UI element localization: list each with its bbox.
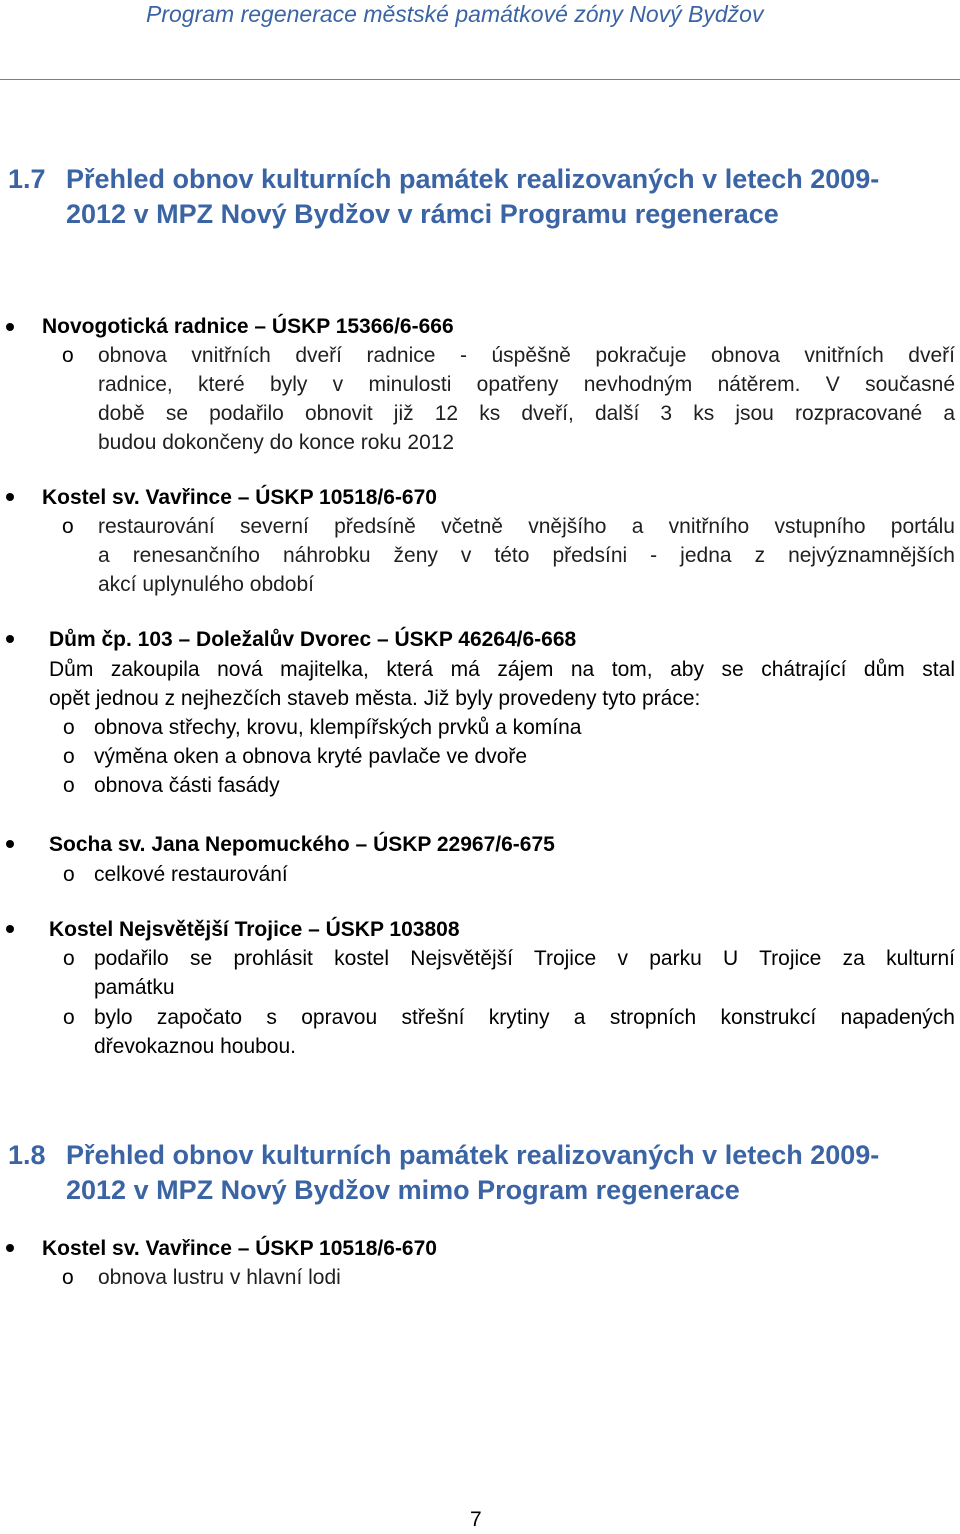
page-header <box>0 0 960 80</box>
sub-bullet-icon: o <box>63 745 75 768</box>
item6-title: Kostel sv. Vavřince – ÚSKP 10518/6-670 <box>42 1237 437 1260</box>
item5-title: Kostel Nejsvětější Trojice – ÚSKP 103808 <box>49 918 460 941</box>
bullet-icon <box>6 1244 14 1252</box>
item3-sub-2: výměna oken a obnova kryté pavlače ve dvoře <box>94 745 528 768</box>
item3-sub-1: obnova střechy, krovu, klempířských prvků a komína <box>94 716 582 739</box>
item3-sub-3: obnova části fasády <box>94 774 280 797</box>
item2-sub1-line2: a renesančního náhrobku ženy v této předsíni - jedna z nejvýznamnějších <box>98 544 955 567</box>
item1-sub1-line2: radnice, které byly v minulosti opatřeny nevhodným nátěrem. V současné <box>98 373 955 396</box>
sub-bullet-icon: o <box>63 1006 75 1029</box>
sub-bullet-icon: o <box>63 947 75 970</box>
item5-sub1-line1: podařilo se prohlásit kostel Nejsvětější Trojice v parku U Trojice za kulturní <box>94 947 955 970</box>
item3-title: Dům čp. 103 – Doležalův Dvorec – ÚSKP 46264/6-668 <box>49 628 577 651</box>
section-18-title-line2: 2012 v MPZ Nový Bydžov mimo Program regenerace <box>66 1175 740 1205</box>
sub-bullet-icon: o <box>62 515 74 538</box>
sub-bullet-icon: o <box>62 344 74 367</box>
section-18-title-line1: Přehled obnov kulturních památek realizovaných v letech 2009- <box>66 1140 880 1170</box>
sub-bullet-icon: o <box>62 1266 74 1289</box>
item1-sub1-line4: budou dokončeny do konce roku 2012 <box>98 431 455 454</box>
item6-sub1: obnova lustru v hlavní lodi <box>98 1266 341 1289</box>
section-17-title-line1: Přehled obnov kulturních památek realizovaných v letech 2009- <box>66 164 880 194</box>
bullet-icon <box>6 493 14 501</box>
item1-sub1-line1: obnova vnitřních dveří radnice - úspěšně pokračuje obnova vnitřních dveří <box>98 344 955 367</box>
header-title: Program regenerace městské památkové zóny Nový Bydžov <box>146 1 764 27</box>
bullet-icon <box>6 323 14 331</box>
bullet-icon <box>6 840 14 848</box>
section-17-title-line2: 2012 v MPZ Nový Bydžov v rámci Programu regenerace <box>66 199 779 229</box>
sub-bullet-icon: o <box>63 863 75 886</box>
item4-sub1: celkové restaurování <box>94 863 288 886</box>
page-number: 7 <box>470 1508 482 1531</box>
item2-title: Kostel sv. Vavřince – ÚSKP 10518/6-670 <box>42 486 437 509</box>
item3-para-line2: opět jednou z nejhezčích staveb města. Již byly provedeny tyto práce: <box>49 687 701 710</box>
bullet-icon <box>6 925 14 933</box>
item1-title: Novogotická radnice – ÚSKP 15366/6-666 <box>42 315 454 338</box>
item5-sub2-line1: bylo započato s opravou střešní krytiny a stropních konstrukcí napadených <box>94 1006 955 1029</box>
item1-sub1-line3: době se podařilo obnovit již 12 ks dveří, další 3 ks jsou rozpracované a <box>98 402 955 425</box>
section-18-number: 1.8 <box>8 1140 46 1170</box>
item2-sub1-line3: akcí uplynulého období <box>98 573 314 596</box>
bullet-icon <box>6 635 14 643</box>
item2-sub1-line1: restaurování severní předsíně včetně vnějšího a vnitřního vstupního portálu <box>98 515 955 538</box>
sub-bullet-icon: o <box>63 716 75 739</box>
item5-sub1-line2: památku <box>94 976 175 999</box>
item4-title: Socha sv. Jana Nepomuckého – ÚSKP 22967/6-675 <box>49 833 555 856</box>
section-17-number: 1.7 <box>8 164 46 194</box>
item5-sub2-line2: dřevokaznou houbou. <box>94 1035 296 1058</box>
sub-bullet-icon: o <box>63 774 75 797</box>
item3-para-line1: Dům zakoupila nová majitelka, která má zájem na tom, aby se chátrající dům stal <box>49 658 955 681</box>
